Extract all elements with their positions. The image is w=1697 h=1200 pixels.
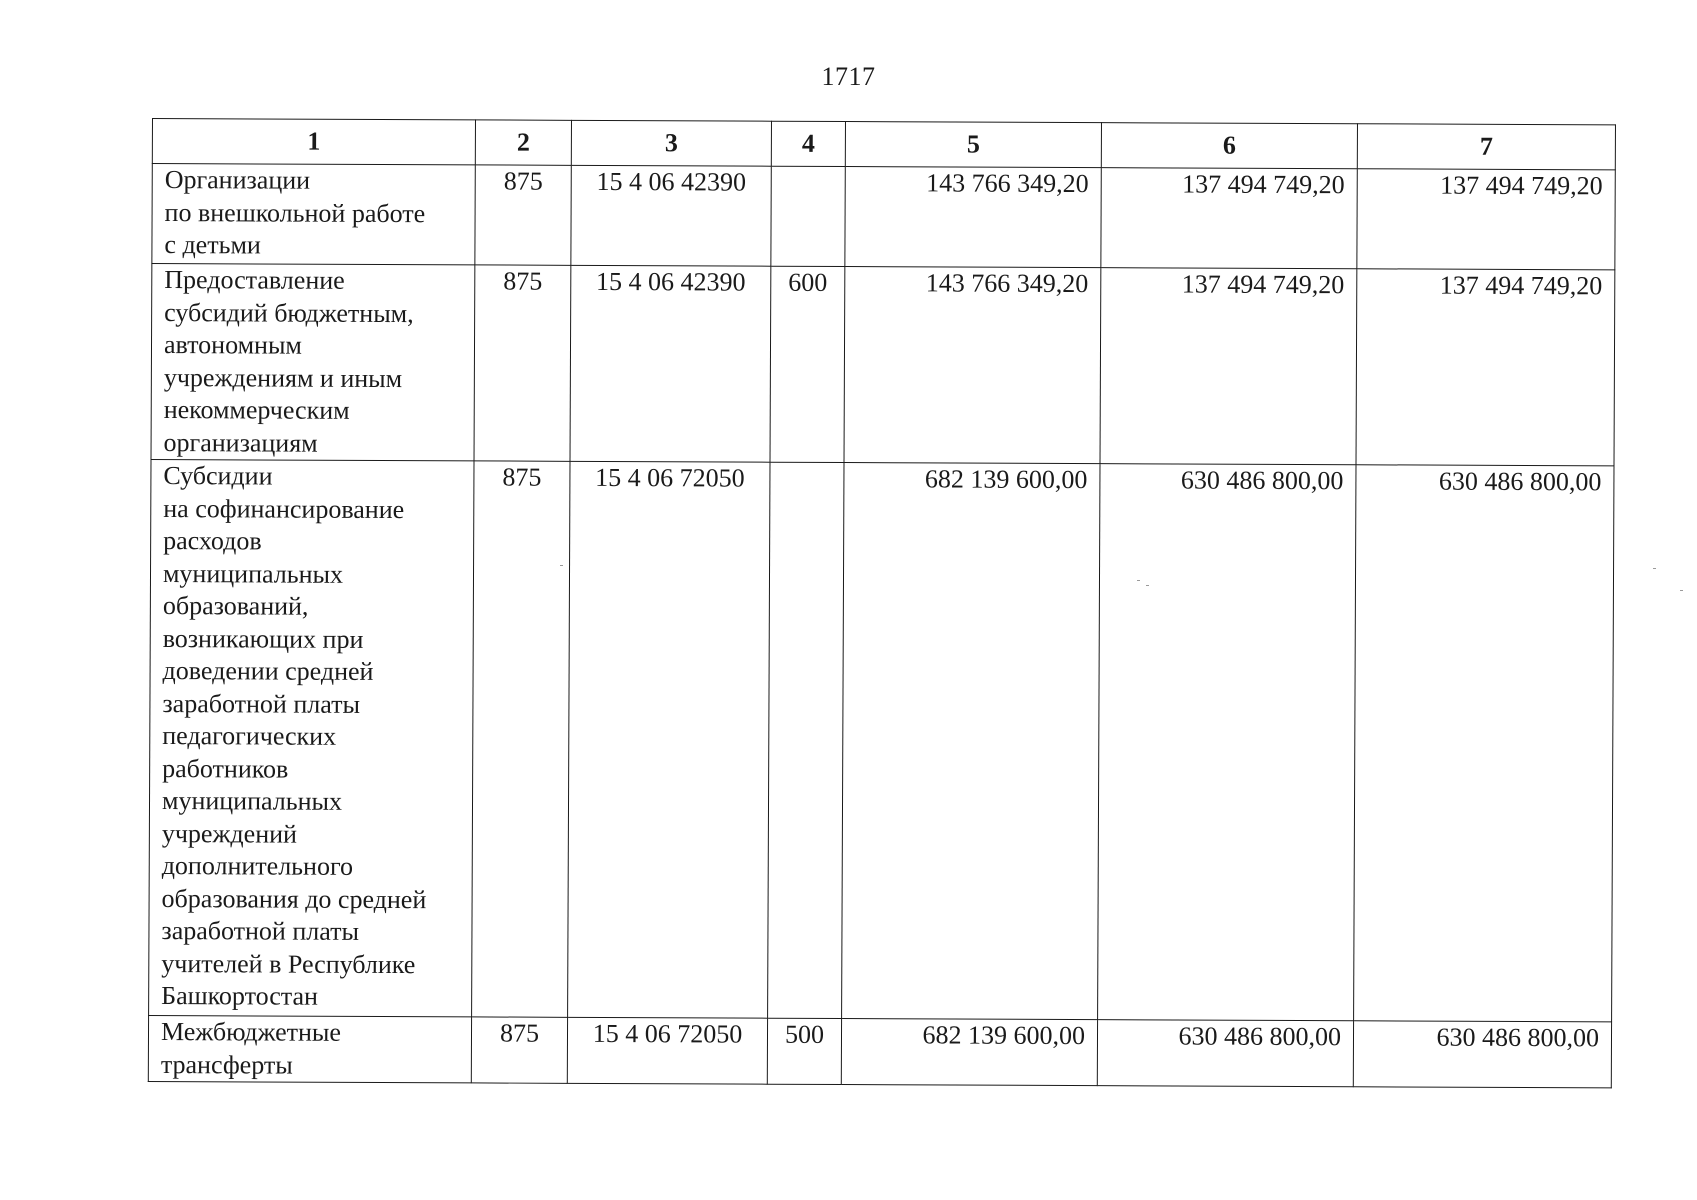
column-header-5: 5 xyxy=(845,122,1101,168)
name-line: Башкортостан xyxy=(161,981,319,1011)
table-header-row xyxy=(152,119,1615,170)
amount-col7-cell: 137 494 749,20 xyxy=(1356,269,1615,466)
name-line: трансферты xyxy=(160,1049,293,1080)
table-row xyxy=(152,164,1615,270)
name-line: образования до средней xyxy=(161,883,427,914)
table-row xyxy=(151,264,1615,466)
column-header-3: 3 xyxy=(571,120,771,166)
row-name-cell xyxy=(151,264,475,461)
scan-speck xyxy=(1137,580,1140,581)
ministry-code-cell: 875 xyxy=(472,461,570,1017)
name-line: муниципальных xyxy=(161,786,343,816)
name-line: на софинансирование xyxy=(163,493,405,524)
amount-col7-cell: 137 494 749,20 xyxy=(1357,169,1615,270)
name-line: учреждений xyxy=(161,818,298,849)
row-name-cell xyxy=(152,164,475,265)
name-line: субсидий бюджетным, xyxy=(164,297,414,328)
ministry-code-cell: 875 xyxy=(471,1017,567,1083)
target-article-cell: 15 4 06 42390 xyxy=(570,265,771,462)
target-article-cell: 15 4 06 72050 xyxy=(567,1017,767,1084)
name-line: дополнительного xyxy=(161,851,354,881)
name-line: Межбюджетные xyxy=(160,1017,342,1047)
name-line: Субсидии xyxy=(163,461,273,491)
expense-type-cell: 500 xyxy=(767,1018,841,1084)
column-header-2: 2 xyxy=(475,120,571,165)
amount-col7-cell: 630 486 800,00 xyxy=(1353,1021,1611,1088)
name-line: некоммерческим xyxy=(163,395,350,425)
ministry-code-cell: 875 xyxy=(475,165,571,265)
scan-speck xyxy=(1680,590,1683,591)
name-line: Организации xyxy=(164,165,311,195)
amount-col6-cell: 137 494 749,20 xyxy=(1100,268,1357,465)
expense-type-cell: 600 xyxy=(770,266,845,462)
row-name-cell xyxy=(148,1015,471,1082)
amount-col6-cell: 137 494 749,20 xyxy=(1101,168,1357,269)
name-line: учреждениям и иным xyxy=(163,362,403,393)
name-line: возникающих при xyxy=(162,623,364,654)
name-line: организациям xyxy=(163,427,318,458)
target-article-cell: 15 4 06 72050 xyxy=(568,461,770,1018)
amount-col5-cell: 682 139 600,00 xyxy=(841,1019,1097,1086)
name-line: работников xyxy=(162,753,289,784)
name-line: заработной платы xyxy=(162,688,361,719)
amount-col6-cell: 630 486 800,00 xyxy=(1097,1020,1353,1087)
amount-col6-cell: 630 486 800,00 xyxy=(1098,464,1356,1021)
table-row xyxy=(148,1015,1611,1087)
name-line: педагогических xyxy=(162,721,337,751)
name-line: учителей в Республике xyxy=(161,948,416,979)
expense-type-cell xyxy=(768,462,844,1018)
table-row xyxy=(149,459,1614,1021)
scan-speck xyxy=(1146,585,1149,586)
amount-col5-cell: 682 139 600,00 xyxy=(842,463,1100,1020)
amount-col5-cell: 143 766 349,20 xyxy=(844,267,1101,464)
name-line: Предоставление xyxy=(164,265,345,295)
budget-table xyxy=(148,118,1616,1088)
column-header-4: 4 xyxy=(771,121,845,166)
name-line: автономным xyxy=(163,330,302,360)
name-line: заработной платы xyxy=(161,916,360,946)
name-line: с детьми xyxy=(164,230,261,260)
scan-speck xyxy=(560,565,563,566)
name-line: образований, xyxy=(162,591,309,621)
row-name-cell xyxy=(149,459,474,1016)
page-number: 1717 xyxy=(821,62,876,91)
column-header-7: 7 xyxy=(1357,124,1615,170)
name-line: по внешкольной работе xyxy=(164,197,426,228)
amount-col5-cell: 143 766 349,20 xyxy=(845,167,1101,268)
scan-speck xyxy=(1653,568,1656,569)
name-line: муниципальных xyxy=(162,558,344,589)
column-header-1: 1 xyxy=(152,119,475,165)
target-article-cell: 15 4 06 42390 xyxy=(571,165,771,266)
expense-type-cell xyxy=(771,166,845,266)
column-header-6: 6 xyxy=(1101,123,1357,169)
name-line: расходов xyxy=(163,526,262,556)
name-line: доведении средней xyxy=(162,656,374,686)
ministry-code-cell: 875 xyxy=(474,265,571,461)
amount-col7-cell: 630 486 800,00 xyxy=(1354,465,1614,1022)
